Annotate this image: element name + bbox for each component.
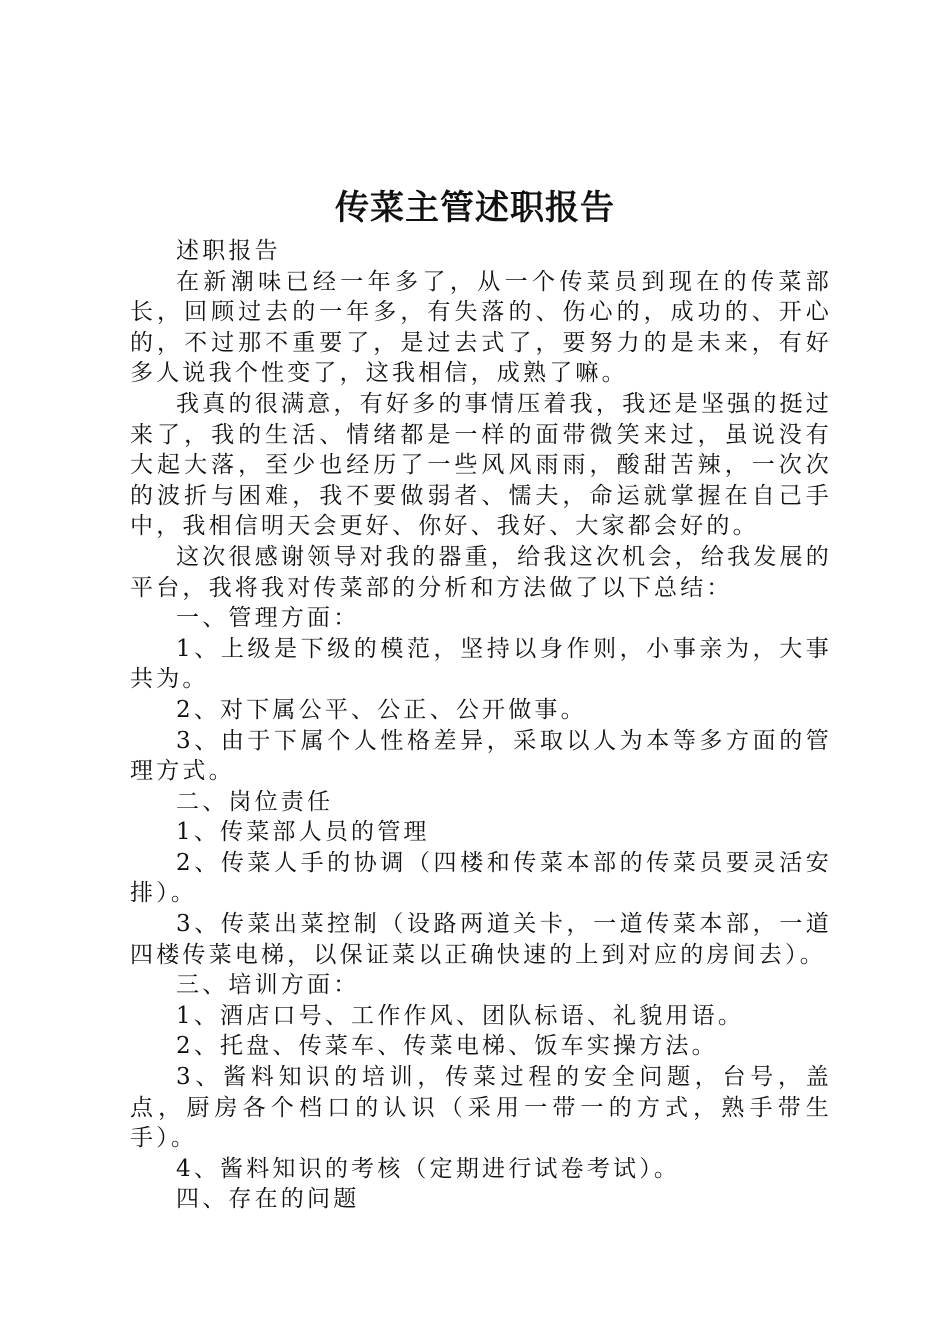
list-item: 3、由于下属个人性格差异，采取以人为本等多方面的管理方式。 [130, 727, 832, 785]
list-item: 3、传菜出菜控制（设路两道关卡，一道传菜本部，一道四楼传菜电梯，以保证菜以正确快速的上到对应的房间去）。 [130, 911, 832, 968]
list-item: 1、酒店口号、工作作风、团队标语、礼貌用语。 [176, 1002, 745, 1029]
paragraph-heading: 述职报告 [176, 238, 281, 264]
paragraph-reflection: 我真的很满意，有好多的事情压着我，我还是坚强的挺过来了，我的生活、情绪都是一样的面带微笑来过，虽说没有大起大落，至少也经历了一些风风雨雨，酸甜苦辣，一次次的波折与困难，我不要做弱者、懦夫，命运就掌握在自己手中，我相信明天会更好、你好、我好、大家都会好的。 [130, 390, 832, 540]
section-heading-problems: 四、存在的问题 [176, 1186, 360, 1213]
section-heading-training: 三、培训方面： [176, 972, 360, 999]
section-heading-management: 一、管理方面： [176, 605, 360, 632]
list-item: 2、托盘、传菜车、传菜电梯、饭车实操方法。 [176, 1033, 718, 1060]
list-item: 1、传菜部人员的管理 [176, 819, 430, 846]
paragraph-thanks: 这次很感谢领导对我的器重，给我这次机会，给我发展的平台，我将我对传菜部的分析和方法做了以下总结： [130, 543, 832, 601]
section-heading-responsibility: 二、岗位责任 [176, 788, 334, 815]
list-item: 3、酱料知识的培训，传菜过程的安全问题，台号，盖点，厨房各个档口的认识（采用一带一的方式，熟手带生手）。 [130, 1064, 832, 1152]
document-body [130, 236, 832, 1215]
list-item: 4、酱料知识的考核（定期进行试卷考试）。 [176, 1155, 681, 1182]
list-item: 2、传菜人手的协调（四楼和传菜本部的传菜员要灵活安排）。 [130, 849, 832, 907]
document-title: 传菜主管述职报告 [335, 188, 615, 228]
paragraph-intro: 在新潮味已经一年多了，从一个传菜员到现在的传菜部长，回顾过去的一年多，有失落的、伤心的，成功的、开心的，不过那不重要了，是过去式了，要努力的是未来，有好多人说我个性变了，这我相信，成熟了嘛。 [130, 268, 832, 387]
list-item: 1、上级是下级的模范，坚持以身作则，小事亲为，大事共为。 [130, 635, 832, 693]
list-item: 2、对下属公平、公正、公开做事。 [176, 696, 587, 723]
